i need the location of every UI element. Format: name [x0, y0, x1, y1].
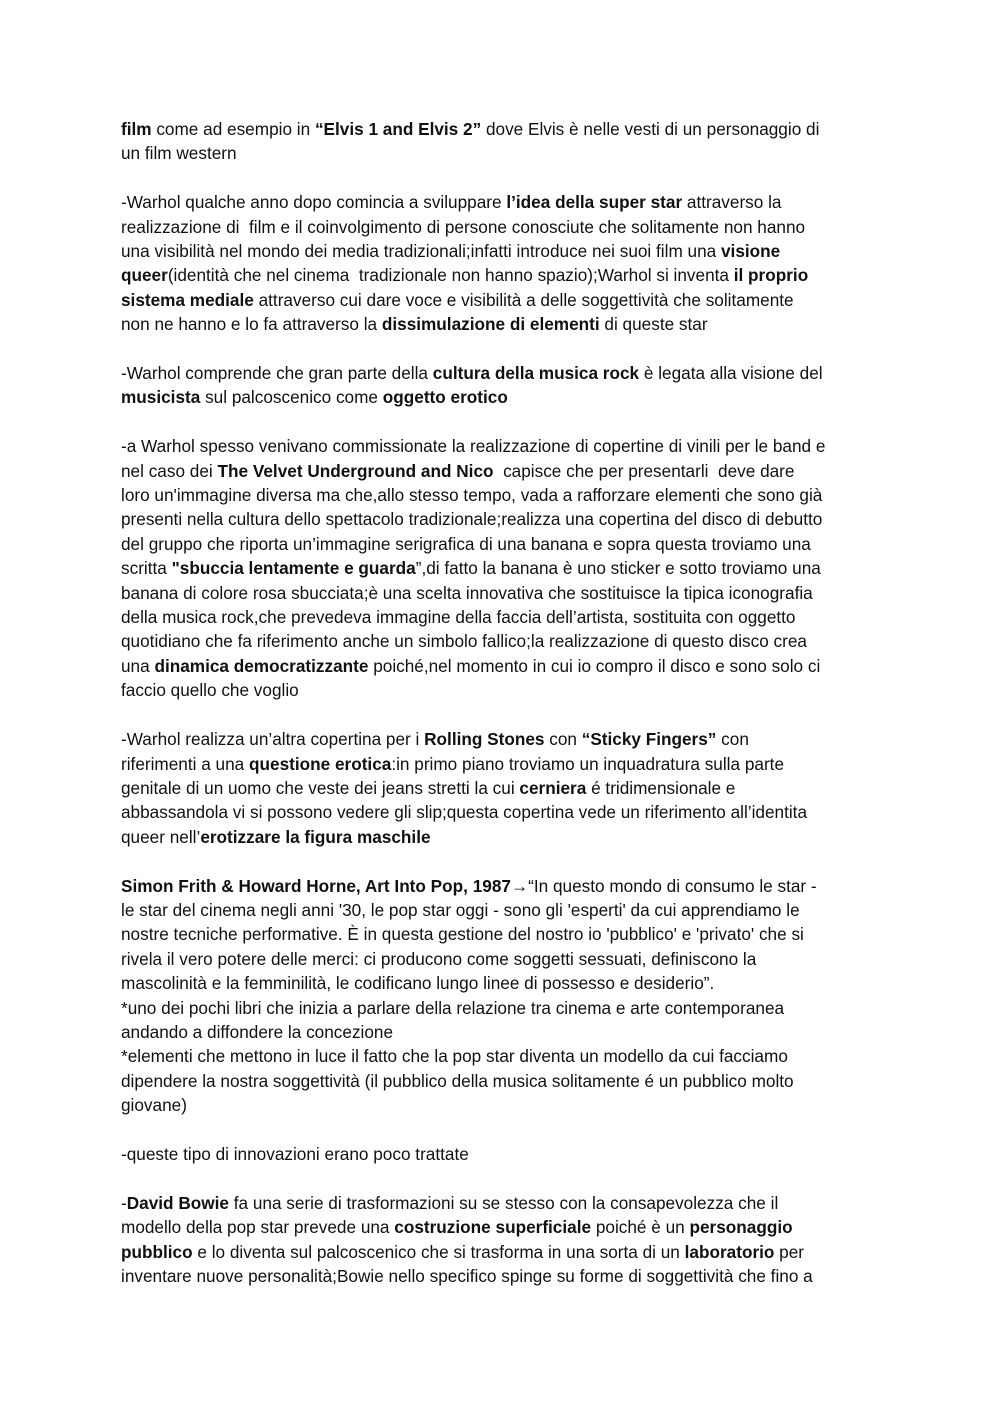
text-run: attraverso la	[682, 192, 782, 213]
text-line	[121, 776, 881, 800]
text-line	[121, 947, 881, 971]
bold-text: “Elvis 1 and Elvis 2”	[314, 119, 482, 139]
bold-text: questione erotica	[249, 753, 392, 774]
bold-text: The Velvet Underground and Nico	[217, 460, 494, 481]
text-line	[121, 898, 881, 922]
text-run: e lo diventa sul palcoscenico che si trasforma in una sorta di un	[192, 1241, 685, 1262]
text-line	[121, 581, 881, 605]
text-line	[121, 117, 881, 141]
text-run: (identità che nel cinema tradizionale non hanno spazio);Warhol si inventa	[167, 265, 734, 286]
text-run: riferimenti a una	[121, 753, 250, 774]
text-line	[121, 605, 881, 629]
bold-text: oggetto erotico	[382, 387, 508, 408]
text-line	[121, 288, 881, 312]
text-line	[121, 1044, 881, 1068]
text-line	[121, 1191, 881, 1215]
bold-text: sistema mediale	[121, 289, 254, 310]
bold-text: dissimulazione di elementi	[381, 314, 600, 335]
text-run: genitale di un uomo che veste dei jeans stretti la cui	[121, 777, 520, 798]
text-run: faccio quello che voglio	[121, 680, 299, 701]
text-line	[121, 483, 881, 507]
text-run: banana di colore rosa sbucciata;è una scelta innovativa che sostituisce la tipica iconografia	[121, 582, 813, 603]
text-run: -	[121, 1192, 127, 1213]
text-run: mascolinità e la femminilità, le codificano lungo linee di possesso e desiderio”.	[121, 973, 715, 994]
text-line	[121, 434, 881, 458]
text-line	[121, 825, 881, 849]
bold-text: il proprio	[733, 265, 809, 286]
text-line	[121, 361, 881, 385]
paragraph	[121, 434, 881, 702]
paragraph	[121, 874, 881, 1118]
bold-text: erotizzare la figura maschile	[200, 826, 431, 847]
text-line	[121, 385, 881, 409]
text-run: →“In questo mondo di consumo le star -	[510, 875, 817, 896]
text-line	[121, 678, 881, 702]
bold-text: personaggio	[689, 1217, 793, 1238]
text-run: queer nell’	[121, 826, 201, 847]
text-run: andando a diffondere la concezione	[121, 1021, 394, 1042]
bold-text: pubblico	[121, 1241, 193, 1262]
text-line	[121, 654, 881, 678]
text-line	[121, 752, 881, 776]
text-run: rivela il vero potere delle merci: ci producono come soggetti sessuati, definiscono la	[121, 948, 757, 969]
bold-text: costruzione superficiale	[394, 1217, 592, 1238]
text-run: nostre tecniche performative. È in questa gestione del nostro io 'pubblico' e 'privato' che si	[121, 924, 804, 945]
text-run: -a Warhol spesso venivano commissionate la realizzazione di copertine di vinili per le band e	[121, 436, 826, 457]
text-run: presenti nella cultura dello spettacolo tradizionale;realizza una copertina del disco di debutto	[121, 509, 823, 530]
text-run: un film western	[121, 143, 237, 164]
text-run: del gruppo che riporta un’immagine serigrafica di una banana e sopra questa troviamo una	[121, 533, 811, 554]
bold-text: Rolling Stones	[424, 729, 545, 750]
paragraph	[121, 117, 881, 166]
text-line	[121, 312, 881, 336]
text-run: scritta	[121, 558, 172, 579]
text-line	[121, 1069, 881, 1093]
text-line	[121, 141, 881, 165]
text-line	[121, 459, 881, 483]
text-run: abbassandola vi si possono vedere gli slip;questa copertina vede un riferimento all’identita	[121, 802, 808, 823]
text-run: giovane)	[121, 1095, 187, 1116]
text-run: una visibilità nel mondo dei media tradizionali;infatti introduce nei suoi film una	[121, 241, 721, 262]
text-run: le star del cinema negli anni '30, le pop star oggi - sono gli 'esperti' da cui apprendiamo le	[121, 899, 800, 920]
text-run: fa una serie di trasformazioni su se stesso con la consapevolezza che il	[228, 1192, 779, 1213]
text-run: loro un'immagine diversa ma che,allo stesso tempo, vada a rafforzare elementi che sono già	[121, 485, 823, 506]
bold-text: musicista	[121, 387, 201, 408]
text-run: dove Elvis è nelle vesti di un personaggio di	[481, 119, 820, 139]
text-run: capisce che per presentarli deve dare	[493, 460, 795, 481]
text-line	[121, 1240, 881, 1264]
text-line	[121, 1215, 881, 1239]
text-run: é tridimensionale e	[586, 777, 736, 798]
text-line	[121, 922, 881, 946]
text-line	[121, 996, 881, 1020]
text-run: sul palcoscenico come	[200, 387, 383, 408]
bold-text: laboratorio	[684, 1241, 775, 1262]
text-run: attraverso cui dare voce e visibilità a delle soggettività che solitamente	[253, 289, 794, 310]
paragraph	[121, 1191, 881, 1289]
bold-text: Simon Frith & Howard Horne, Art Into Pop, 1987	[121, 875, 511, 896]
bold-text: queer	[121, 265, 168, 286]
text-line	[121, 800, 881, 824]
paragraph	[121, 361, 881, 410]
text-run: inventare nuove personalità;Bowie nello specifico spinge su forme di soggettività che fino a	[121, 1265, 813, 1286]
text-run: con	[544, 729, 582, 750]
text-line	[121, 1142, 881, 1166]
text-run: per	[774, 1241, 805, 1262]
text-run: -Warhol qualche anno dopo comincia a sviluppare	[121, 192, 507, 213]
text-line	[121, 1264, 881, 1288]
text-run: della musica rock,che prevedeva immagine della faccia dell’artista, sostituita con oggetto	[121, 607, 796, 628]
paragraph	[121, 1142, 881, 1166]
text-run: :in primo piano troviamo un inquadratura sulla parte	[391, 753, 784, 774]
text-run: dipendere la nostra soggettività (il pubblico della musica solitamente é un pubblico molto	[121, 1070, 794, 1091]
text-run: di queste star	[599, 314, 708, 335]
bold-text: visione	[721, 241, 781, 262]
text-line	[121, 1020, 881, 1044]
text-run: -Warhol realizza un’altra copertina per i	[121, 729, 425, 750]
text-run: non ne hanno e lo fa attraverso la	[121, 314, 382, 335]
text-line	[121, 971, 881, 995]
text-line	[121, 1093, 881, 1117]
text-line	[121, 874, 881, 898]
document-body	[121, 117, 881, 1288]
bold-text: "sbuccia lentamente e guarda	[171, 558, 416, 579]
text-run: poiché,nel momento in cui io compro il disco e sono solo ci	[368, 655, 821, 676]
text-line	[121, 190, 881, 214]
text-run: come ad esempio in	[151, 119, 315, 139]
bold-text: cultura della musica rock	[432, 363, 640, 384]
text-run: ”,di fatto la banana è uno sticker e sotto troviamo una	[415, 558, 821, 579]
bold-text: l’idea della super star	[506, 192, 683, 213]
bold-text: film	[121, 119, 152, 139]
text-run: quotidiano che fa riferimento anche un simbolo fallico;la realizzazione di questo disco crea	[121, 631, 807, 652]
text-line	[121, 727, 881, 751]
text-line	[121, 556, 881, 580]
bold-text: cerniera	[519, 777, 587, 798]
text-run: *elementi che mettono in luce il fatto che la pop star diventa un modello da cui facciamo	[121, 1046, 788, 1067]
text-line	[121, 507, 881, 531]
text-run: -queste tipo di innovazioni erano poco trattate	[121, 1143, 469, 1164]
text-run: poiché è un	[591, 1217, 690, 1238]
text-run: modello della pop star prevede una	[121, 1217, 395, 1238]
text-line	[121, 263, 881, 287]
paragraph	[121, 190, 881, 336]
text-run: realizzazione di film e il coinvolgimento di persone conosciute che solitamente non hanno	[121, 216, 806, 237]
text-line	[121, 629, 881, 653]
text-line	[121, 532, 881, 556]
text-run: -Warhol comprende che gran parte della	[121, 363, 433, 384]
text-run: con	[716, 729, 749, 750]
bold-text: dinamica democratizzante	[154, 655, 369, 676]
text-run: una	[121, 655, 155, 676]
text-run: è legata alla visione del	[639, 363, 823, 384]
text-line	[121, 215, 881, 239]
paragraph	[121, 727, 881, 849]
text-line	[121, 239, 881, 263]
text-run: *uno dei pochi libri che inizia a parlare della relazione tra cinema e arte contemporanea	[121, 997, 785, 1018]
bold-text: “Sticky Fingers”	[581, 729, 717, 750]
text-run: nel caso dei	[121, 460, 218, 481]
bold-text: David Bowie	[126, 1192, 229, 1213]
